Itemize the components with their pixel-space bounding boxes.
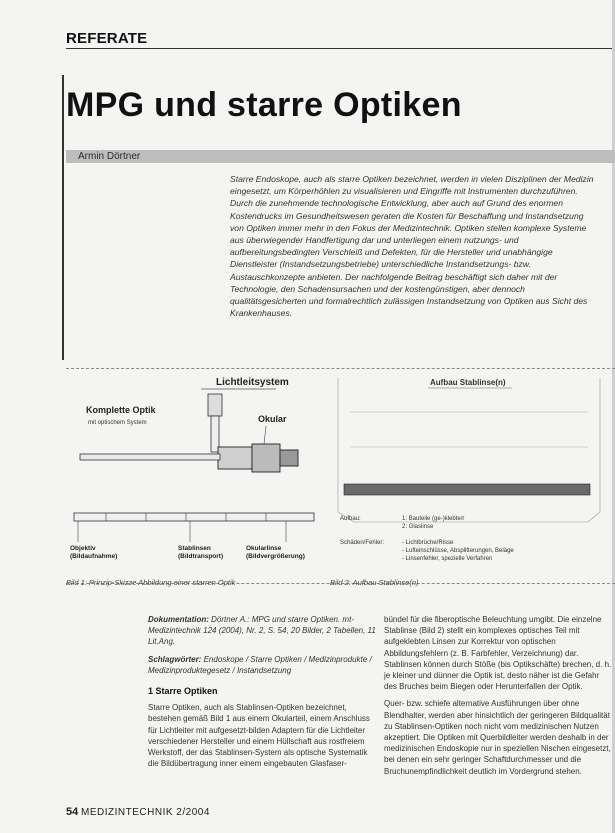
body-paragraph-right-1: bündel für die fiberoptische Beleuchtung umgibt. Die einzelne Stablinse (Bild 2) stellt ein komplexes optisches Teil mit aufgeklebten Linsen zur Korrektur von optischen Abbildungsfehlern (z. B. Farbfehler, Verzeichnung) dar. Stablinsen können durch Stöße (bis Optikschäfte) brechen, d. h. je kleiner und dünner die Optik ist, desto näher ist die Gefahr des Bruches beim Biegen oder Herunterfallen der Optik. <box>384 615 612 692</box>
body-paragraph-left: Starre Optiken, auch als Stablinsen-Optiken bezeichnet, bestehen gemäß Bild 1 aus einem Okularteil, einem Anschluss für Lichtleiter mit aufgesetzt-bilden Adaptern für die Lichtleiter verschiedener Hersteller und einem Hüllschaft aus rostfreiem Werkstoff, der das Stablinsen-System als optische Systematik die Bildübertragung inner einem eingebauten Glasfaser- <box>148 703 370 769</box>
aufbau-item-2: 2: Glaslinse <box>402 524 434 530</box>
schaeden-item-1: - Lichtbrüche/Risse <box>402 540 454 546</box>
fig2-title: Aufbau Stablinse(n) <box>430 378 506 387</box>
lens-construction-lines <box>338 378 600 522</box>
left-margin-rule <box>62 75 64 360</box>
schaeden-item-3: - Linsenfehler, spezielle Verfahren <box>402 556 493 562</box>
section-heading: 1 Starre Optiken <box>148 686 218 697</box>
okular-pointer <box>264 426 266 444</box>
optic-shaft <box>80 454 220 460</box>
body-paragraph-right-2: Quer- bzw. schiefe alternative Ausführungen über ohne Blendhalter, werden aber hinsichtlich der geringeren Bildqualität zu Stablinsen-Optiken noch nicht vom medizinischen Nutzen akzeptiert. Die Optiken mit Querbildleiter werden deshalb in der medizinischen Endoskopie nur in speziellen Nischen eingesetzt, bei denen ein sehr geringer Schaftdurchmesser und die Bruchunempfindlichkeit deutlich im Vordergrund stehen. <box>384 699 611 776</box>
lens-chain <box>74 513 314 521</box>
article-abstract: Starre Endoskope, auch als starre Optiken bezeichnet, werden in vielen Disziplinen der Medizin eingesetzt, um Körperhöhlen zu visualisieren und Eingriffe mit Instrumenten durchzuführen. Durch die zunehmende technologische Entwicklung, aber auch auf Grund des enormen Kostendrucks im Gesundheitswesen geraten die Kosten für Beschaffung und Instandsetzung von Optiken immer mehr in den Fokus der Medizintechnik. Optiken stellen komplexe Systeme aus überwiegender Handfertigung dar und unterliegen einem nutzungs- und aufbereitungsbedingten Verschleiß und Defekten, für die Hersteller und unabhängige Dienstleister (Instandsetzungsbetriebe) unterschiedliche Instandsetzungs- bzw. Austauschkonzepte anbieten. Der nachfolgende Beitrag beschäftigt sich daher mit der Technologie, den Schadensursachen und der kostengünstigen, aber dennoch qualitätsgesicherten und formalrechtlich zulässigen Instandsetzung von Optiken aus Sicht des Krankenhauses. <box>230 174 594 319</box>
left-column <box>148 614 376 775</box>
figure-2-caption: Bild 2: Aufbau Stablinse(n) <box>330 578 419 587</box>
fig1-title: Lichtleitsystem <box>216 377 289 388</box>
journal-name: MEDIZINTECHNIK 2/2004 <box>81 807 210 818</box>
aufbau-item-1: 1: Bauteile (ge-)klebte/r <box>402 516 465 522</box>
header-rule <box>66 48 615 49</box>
figure-1 <box>66 372 320 578</box>
stablinse-rod <box>344 484 590 495</box>
figure-1-drawing <box>66 372 320 578</box>
author-name: Armin Dörtner <box>78 151 141 162</box>
label-stablinsen-sub: (Bildtransport) <box>178 553 224 560</box>
label-objektiv: Objektiv <box>70 545 96 552</box>
light-connector <box>208 394 222 416</box>
label-okularlinse: Okularlinse <box>246 545 282 552</box>
keywords-label: Schlagwörter: <box>148 654 202 664</box>
schaeden-item-2: - Lufteinschlüsse, Absplitterungen, Beläge <box>402 548 514 554</box>
page-footer <box>66 806 210 818</box>
label-komplette-sub: mit optischem System <box>88 420 147 426</box>
eyepiece-cup <box>280 450 298 466</box>
article-title: MPG und starre Optiken <box>66 86 462 124</box>
label-okularlinse-sub: (Bildvergrößerung) <box>246 553 305 560</box>
label-okular: Okular <box>258 414 287 424</box>
author-bar <box>66 150 615 163</box>
documentation-label: Dokumentation: <box>148 615 209 624</box>
optic-body <box>218 447 252 469</box>
keywords-text: Endoskope / Starre Optiken / Medizinprodukte / Medizinproduktegesetz / Instandsetzung <box>148 654 372 675</box>
section-tag: REFERATE <box>66 30 148 47</box>
schaeden-label: Schäden/Fehler: <box>340 540 385 546</box>
keywords-block <box>148 654 376 676</box>
figure-1-caption: Bild 1: Prinzip-Skizze Abbildung einer starren Optik <box>66 578 236 587</box>
documentation-text: Dörtner A.: MPG und starre Optiken. mt-Medizintechnik 124 (2004), Nr. 2, S. 54, 20 Bilder, 2 Tabellen, 11 Lit.Ang. <box>148 615 376 647</box>
documentation-block <box>148 614 376 648</box>
figure-2-drawing <box>330 372 615 578</box>
label-stablinsen: Stablinsen <box>178 545 211 552</box>
label-komplette: Komplette Optik <box>86 405 156 415</box>
page-number: 54 <box>66 806 79 818</box>
figure-2 <box>330 372 615 578</box>
label-objektiv-sub: (Bildaufnahme) <box>70 553 118 560</box>
right-column <box>384 614 614 783</box>
aufbau-label: Aufbau: <box>340 516 361 522</box>
eyepiece <box>252 444 280 472</box>
